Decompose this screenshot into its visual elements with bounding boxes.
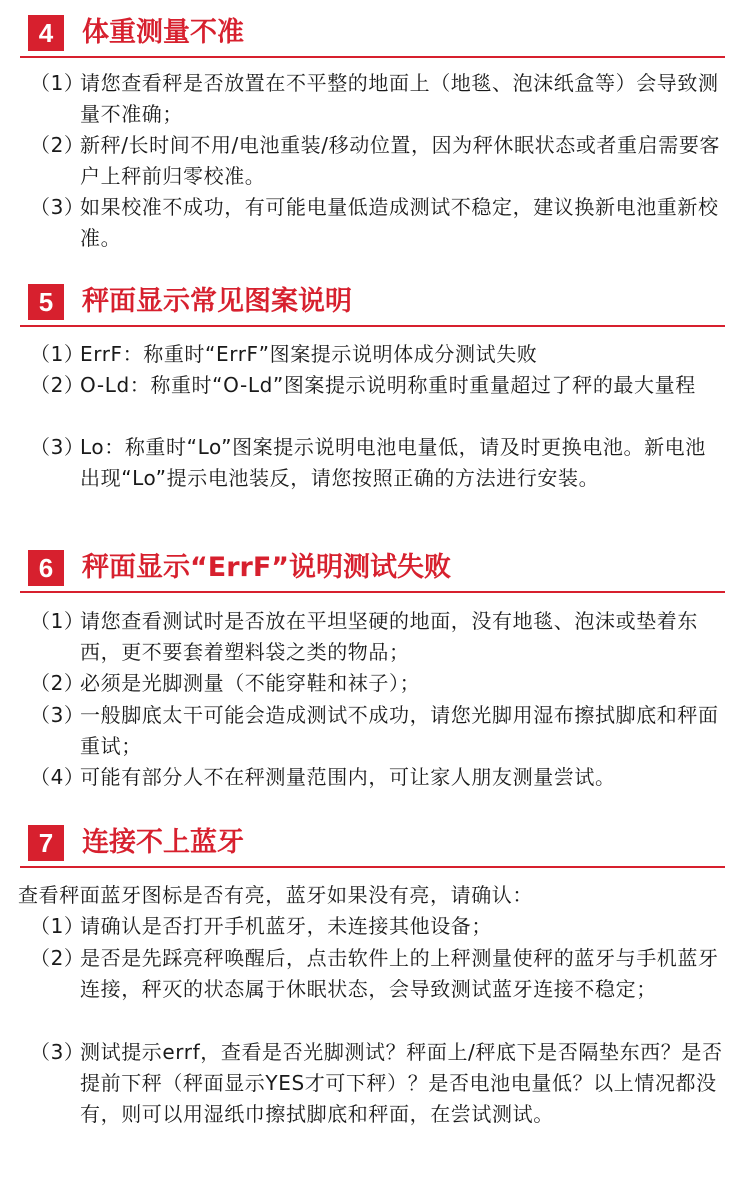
item-text: 新秤/长时间不用/电池重装/移动位置，因为秤休眠状态或者重启需要客户上秤前归零校准。 — [80, 133, 721, 188]
list-item — [30, 762, 725, 793]
list-item — [30, 130, 725, 192]
item-text: 如果校准不成功，有可能电量低造成测试不稳定，建议换新电池重新校准。 — [80, 195, 719, 250]
section-7-header — [20, 822, 725, 868]
item-text: O-Ld：称重时“O-Ld”图案提示说明称重时重量超过了秤的最大量程 — [80, 373, 696, 397]
item-number: （1） — [30, 609, 85, 633]
list-item — [30, 192, 725, 254]
section-4-header — [20, 12, 725, 58]
list-item — [30, 943, 725, 1005]
section-intro: 查看秤面蓝牙图标是否有亮，蓝牙如果没有亮，请确认： — [18, 883, 533, 907]
section-title: 连接不上蓝牙 — [82, 827, 244, 858]
item-text: 测试提示errf，查看是否光脚测试？秤面上/秤底下是否隔垫东西？是否提前下秤（秤面显示YES才可下秤）？是否电池电量低？以上情况都没有，则可以用湿纸巾擦拭脚底和秤面，在尝试测试。 — [80, 1040, 723, 1126]
item-text: 请您查看秤是否放置在不平整的地面上（地毯、泡沫纸盒等）会导致测量不准确； — [80, 71, 719, 126]
list-item — [30, 339, 725, 370]
list-item — [30, 370, 725, 401]
item-text: 是否是先踩亮秤唤醒后，点击软件上的上秤测量使秤的蓝牙与手机蓝牙连接，秤灭的状态属于休眠状态，会导致测试蓝牙连接不稳定； — [80, 946, 719, 1001]
section-title: 体重测量不准 — [82, 17, 244, 48]
item-text: 请您查看测试时是否放在平坦坚硬的地面，没有地毯、泡沫或垫着东西，更不要套着塑料袋之类的物品； — [80, 609, 698, 664]
list-item — [30, 1037, 725, 1130]
item-text: ErrF：称重时“ErrF”图案提示说明体成分测试失败 — [80, 342, 538, 366]
item-number: （1） — [30, 914, 85, 938]
item-text: 请确认是否打开手机蓝牙，未连接其他设备； — [80, 914, 492, 938]
item-number: （4） — [30, 765, 85, 789]
item-text: 必须是光脚测量（不能穿鞋和袜子）； — [80, 671, 421, 695]
section-number-badge: 4 — [28, 15, 64, 51]
item-text: Lo：称重时“Lo”图案提示说明电池电量低，请及时更换电池。新电池出现“Lo”提示电池装反，请您按照正确的方法进行安装。 — [80, 435, 706, 490]
item-number: （2） — [30, 946, 85, 970]
section-6-header — [20, 547, 725, 593]
list-item — [30, 68, 725, 130]
list-item — [30, 668, 725, 699]
item-number: （2） — [30, 671, 85, 695]
item-number: （2） — [30, 133, 85, 157]
item-number: （3） — [30, 195, 85, 219]
item-number: （1） — [30, 342, 85, 366]
section-number-badge: 5 — [28, 284, 64, 320]
section-5-header — [20, 281, 725, 327]
section-number-badge: 7 — [28, 825, 64, 861]
list-item — [30, 911, 725, 942]
item-number: （1） — [30, 71, 85, 95]
item-text: 可能有部分人不在秤测量范围内，可让家人朋友测量尝试。 — [80, 765, 616, 789]
item-number: （3） — [30, 1040, 85, 1064]
item-number: （3） — [30, 435, 85, 459]
section-title: 秤面显示常见图案说明 — [82, 286, 352, 317]
item-text: 一般脚底太干可能会造成测试不成功，请您光脚用湿布擦拭脚底和秤面重试； — [80, 703, 719, 758]
item-number: （3） — [30, 703, 85, 727]
list-item — [30, 606, 725, 668]
section-number-badge: 6 — [28, 550, 64, 586]
section-title: 秤面显示“ErrF”说明测试失败 — [82, 552, 452, 583]
list-item — [30, 432, 725, 494]
item-number: （2） — [30, 373, 85, 397]
list-item — [30, 700, 725, 762]
